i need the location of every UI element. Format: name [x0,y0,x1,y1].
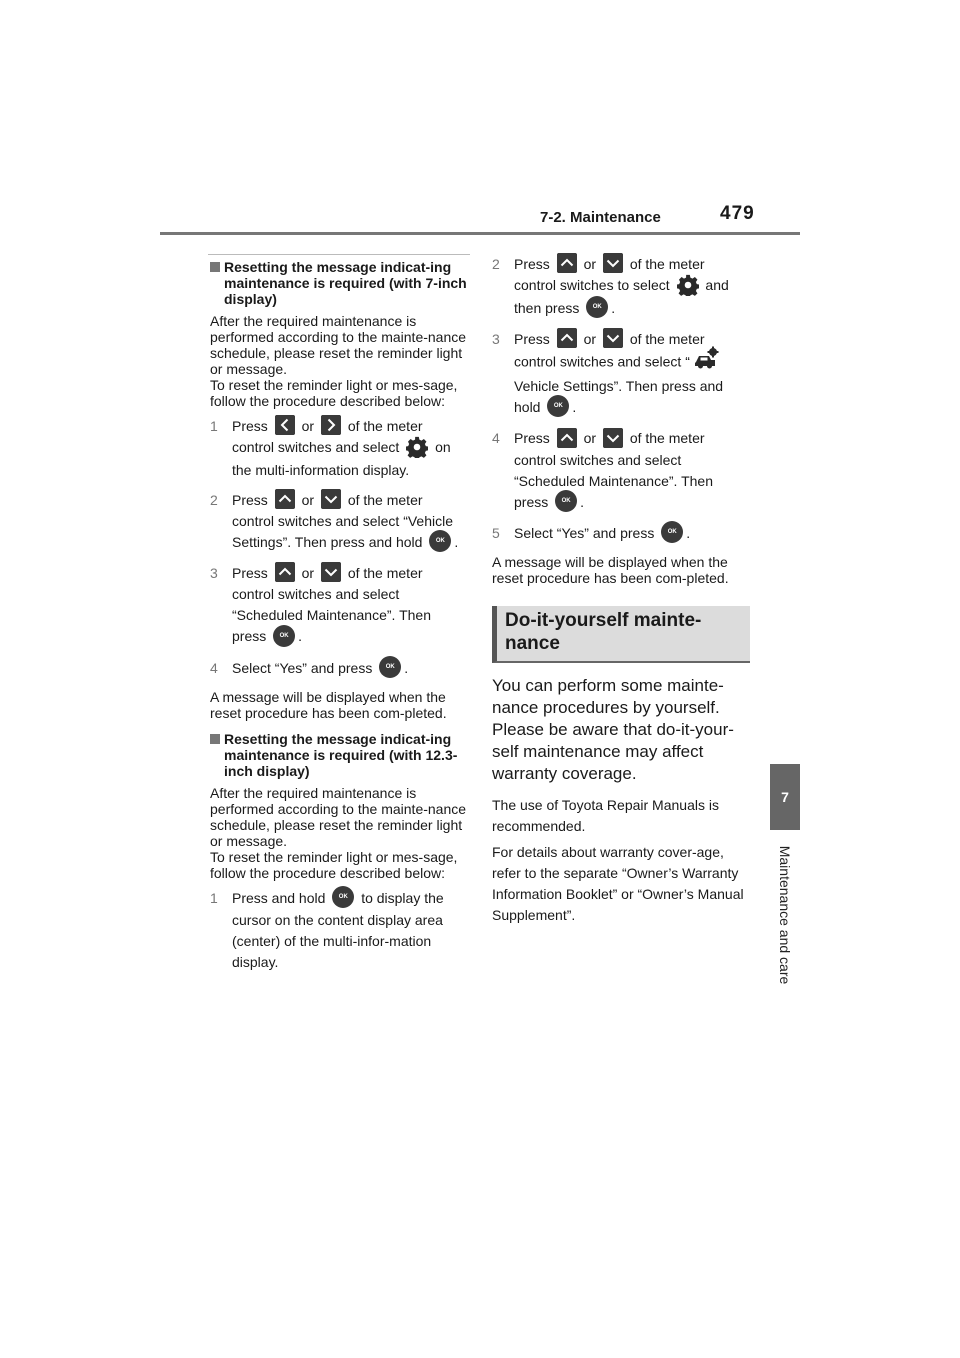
chapter-tab[interactable]: 7 [770,764,800,830]
step-item: 1 Press or of the meter control switches and select on the multi-information display. [210,416,468,481]
chevron-down-icon [603,428,623,448]
ok-button-icon: OK [332,886,354,908]
diy-section-heading: Do-it-yourself mainte-nance [492,606,750,663]
step-number: 2 [492,256,500,272]
chevron-left-icon [275,415,295,435]
ok-button-icon: OK [273,625,295,647]
diy-paragraph-1: The use of Toyota Repair Manuals is recommended. [492,797,719,835]
chevron-down-icon [321,562,341,582]
step-item: 3 Press or of the meter control switches and select “Scheduled Maintenance”. Then press OK . [210,563,468,649]
intro-paragraph: After the required maintenance is performed according to the mainte-nance schedule, please reset the reminder light or message. To reset the reminder light or mes-sage, follow the procedure described below: [210,785,467,882]
outro-paragraph: A message will be displayed when the reset procedure has been com-pleted. [210,689,447,722]
subsection-heading: Resetting the message indicat-ing maintenance is required (with 7-inch display) [210,259,468,307]
section-header: 7-2. Maintenance [540,209,661,226]
diy-paragraph-2: For details about warranty cover-age, refer to the separate “Owner’s Warranty Information Booklet” or “Owner’s Manual Supplement”. [492,844,744,924]
ok-button-icon: OK [555,490,577,512]
step-number: 2 [210,491,218,508]
step-number: 1 [210,890,218,907]
chevron-up-icon [557,428,577,448]
step-item: 2 Press or of the meter control switches to select and then press OK . [492,254,750,320]
chevron-down-icon [603,328,623,348]
gear-icon [406,436,428,458]
chevron-up-icon [275,489,295,509]
chevron-up-icon [275,562,295,582]
page-number: 479 [720,203,755,224]
step-item: 4 Press or of the meter control switches and select “Scheduled Maintenance”. Then press OK . [492,428,750,514]
step-item: 5 Select “Yes” and press OK . [492,523,750,545]
gear-icon [677,274,699,296]
step-number: 3 [210,565,218,582]
step-number: 3 [492,330,500,347]
outro-paragraph: A message will be displayed when the reset procedure has been com-pleted. [492,554,729,587]
subsection-heading: Resetting the message indicat-ing maintenance is required (with 12.3-inch display) [210,731,468,779]
header-rule [160,232,800,235]
step-item: 4 Select “Yes” and press OK . [210,658,468,680]
step-number: 1 [210,418,218,434]
step-item: 2 Press or of the meter control switches and select “Vehicle Settings”. Then press and hold OK . [210,490,468,555]
ok-button-icon: OK [661,521,683,543]
left-column [210,254,468,982]
chevron-right-icon [321,415,341,435]
step-item: 1 Press and hold OK to display the cursor on the content display area (center) of the multi-infor-mation display. [210,888,468,973]
chevron-down-icon [603,253,623,273]
chevron-down-icon [321,489,341,509]
step-item: 3 Press or of the meter control switches and select “ Vehicle Settings”. Then press and hold OK . [492,329,750,420]
diy-lead-paragraph: You can perform some mainte-nance procedures by yourself. Please be aware that do-it-your-self maintenance may affect warranty coverage. [492,676,734,784]
ok-button-icon: OK [379,656,401,678]
square-bullet-icon [210,734,220,744]
chevron-up-icon [557,328,577,348]
right-column [492,254,750,931]
step-number: 5 [492,525,500,542]
chapter-title: Maintenance and care [777,845,793,985]
chevron-up-icon [557,253,577,273]
chapter-side-label [773,840,797,990]
vehicle-settings-icon [693,346,721,372]
ok-button-icon: OK [429,530,451,552]
square-bullet-icon [210,262,220,272]
step-number: 4 [492,430,500,447]
intro-paragraph: After the required maintenance is performed according to the mainte-nance schedule, please reset the reminder light or message. To reset the reminder light or mes-sage, follow the procedure described below: [210,313,467,409]
section-divider [208,254,470,255]
ok-button-icon: OK [586,296,608,318]
ok-button-icon: OK [547,395,569,417]
step-number: 4 [210,659,218,676]
